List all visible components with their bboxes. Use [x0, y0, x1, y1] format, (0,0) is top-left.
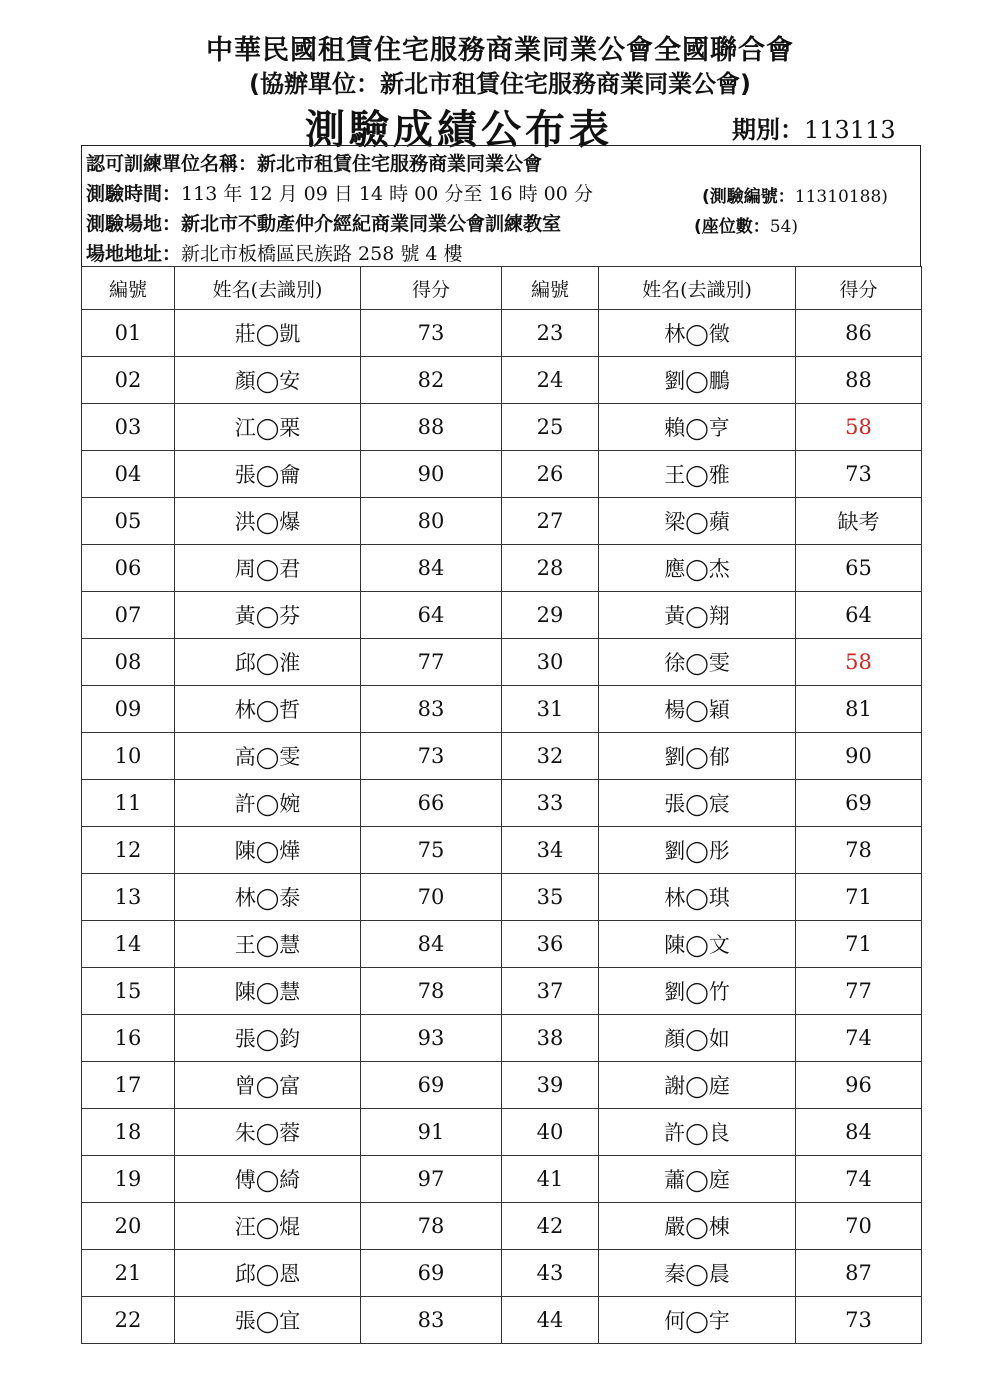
- table-row: [82, 780, 922, 827]
- exam-info-box: [81, 145, 921, 267]
- student-id: 30: [502, 639, 599, 686]
- student-name: 陳◯慧: [175, 968, 361, 1015]
- student-score: 70: [796, 1203, 922, 1250]
- student-id: 28: [502, 545, 599, 592]
- student-id: 23: [502, 310, 599, 357]
- student-score: 64: [361, 592, 502, 639]
- student-id: 17: [82, 1062, 175, 1109]
- student-score: 78: [361, 1203, 502, 1250]
- student-id: 19: [82, 1156, 175, 1203]
- student-id: 07: [82, 592, 175, 639]
- student-name: 邱◯淮: [175, 639, 361, 686]
- student-name: 林◯琪: [599, 874, 796, 921]
- table-row: [82, 827, 922, 874]
- table-row: [82, 1109, 922, 1156]
- student-id: 08: [82, 639, 175, 686]
- student-score: 71: [796, 921, 922, 968]
- period-value: 113113: [804, 116, 896, 144]
- table-row: [82, 404, 922, 451]
- table-header-row: [82, 267, 922, 310]
- student-id: 44: [502, 1297, 599, 1344]
- student-id: 25: [502, 404, 599, 451]
- exam-number: [702, 182, 888, 207]
- student-score: 90: [796, 733, 922, 780]
- student-score: 74: [796, 1156, 922, 1203]
- exam-venue-label: 測驗場地：: [86, 213, 182, 235]
- table-row: [82, 1203, 922, 1250]
- student-name: 蕭◯庭: [599, 1156, 796, 1203]
- table-row: [82, 451, 922, 498]
- student-id: 13: [82, 874, 175, 921]
- student-score: 88: [361, 404, 502, 451]
- period-label: 期別：: [732, 116, 804, 144]
- student-id: 01: [82, 310, 175, 357]
- student-id: 22: [82, 1297, 175, 1344]
- student-score: 69: [361, 1250, 502, 1297]
- student-name: 邱◯恩: [175, 1250, 361, 1297]
- student-name: 林◯哲: [175, 686, 361, 733]
- student-id: 11: [82, 780, 175, 827]
- student-name: 莊◯凱: [175, 310, 361, 357]
- student-name: 顏◯如: [599, 1015, 796, 1062]
- student-score: 58: [796, 639, 922, 686]
- student-score: 84: [796, 1109, 922, 1156]
- student-score: 83: [361, 1297, 502, 1344]
- student-score: 71: [796, 874, 922, 921]
- period: [732, 110, 896, 145]
- student-score: 80: [361, 498, 502, 545]
- student-id: 04: [82, 451, 175, 498]
- student-id: 35: [502, 874, 599, 921]
- exam-number-label: (測驗編號：: [702, 187, 795, 207]
- training-unit: [86, 149, 542, 176]
- exam-venue-value: 新北市不動產仲介經紀商業同業公會訓練教室: [181, 213, 562, 235]
- student-id: 36: [502, 921, 599, 968]
- table-row: [82, 1297, 922, 1344]
- student-id: 41: [502, 1156, 599, 1203]
- student-id: 42: [502, 1203, 599, 1250]
- student-name: 顏◯安: [175, 357, 361, 404]
- student-name: 張◯宸: [599, 780, 796, 827]
- student-score: 78: [796, 827, 922, 874]
- student-score: 73: [796, 451, 922, 498]
- student-name: 徐◯雯: [599, 639, 796, 686]
- student-score: 84: [361, 545, 502, 592]
- student-name: 張◯龠: [175, 451, 361, 498]
- student-score: 86: [796, 310, 922, 357]
- student-id: 20: [82, 1203, 175, 1250]
- table-row: [82, 733, 922, 780]
- page-title: 測驗成績公布表: [305, 107, 613, 153]
- student-score: 91: [361, 1109, 502, 1156]
- student-id: 43: [502, 1250, 599, 1297]
- student-score: 70: [361, 874, 502, 921]
- student-id: 38: [502, 1015, 599, 1062]
- table-row: [82, 921, 922, 968]
- student-name: 傅◯綺: [175, 1156, 361, 1203]
- table-row: [82, 498, 922, 545]
- table-row: [82, 1156, 922, 1203]
- student-id: 24: [502, 357, 599, 404]
- venue-address: [86, 239, 463, 266]
- student-id: 40: [502, 1109, 599, 1156]
- student-score: 缺考: [796, 498, 922, 545]
- col-name-header-2: 姓名(去識別): [599, 267, 796, 310]
- student-name: 陳◯燁: [175, 827, 361, 874]
- student-id: 34: [502, 827, 599, 874]
- col-id-header: 編號: [82, 267, 175, 310]
- student-name: 張◯鈞: [175, 1015, 361, 1062]
- seat-count: [694, 212, 798, 237]
- student-id: 27: [502, 498, 599, 545]
- col-score-header-2: 得分: [796, 267, 922, 310]
- student-name: 江◯栗: [175, 404, 361, 451]
- student-id: 32: [502, 733, 599, 780]
- exam-time: [86, 179, 593, 206]
- student-name: 楊◯穎: [599, 686, 796, 733]
- student-id: 16: [82, 1015, 175, 1062]
- organization-title: 中華民國租賃住宅服務商業同業公會全國聯合會: [206, 35, 794, 66]
- student-id: 26: [502, 451, 599, 498]
- table-row: [82, 310, 922, 357]
- seat-count-label: (座位數：: [694, 217, 770, 237]
- student-name: 嚴◯棟: [599, 1203, 796, 1250]
- table-row: [82, 1250, 922, 1297]
- student-id: 31: [502, 686, 599, 733]
- scores-table: [81, 266, 922, 1344]
- student-name: 秦◯晨: [599, 1250, 796, 1297]
- student-id: 15: [82, 968, 175, 1015]
- student-name: 洪◯爆: [175, 498, 361, 545]
- scores-body: [82, 310, 922, 1344]
- student-name: 王◯雅: [599, 451, 796, 498]
- student-name: 王◯慧: [175, 921, 361, 968]
- student-score: 65: [796, 545, 922, 592]
- table-row: [82, 968, 922, 1015]
- student-id: 33: [502, 780, 599, 827]
- student-name: 何◯宇: [599, 1297, 796, 1344]
- student-score: 66: [361, 780, 502, 827]
- student-score: 64: [796, 592, 922, 639]
- student-score: 82: [361, 357, 502, 404]
- student-score: 58: [796, 404, 922, 451]
- student-name: 劉◯郁: [599, 733, 796, 780]
- student-score: 83: [361, 686, 502, 733]
- student-score: 77: [361, 639, 502, 686]
- student-score: 73: [796, 1297, 922, 1344]
- exam-time-label: 測驗時間：: [86, 183, 182, 205]
- student-name: 梁◯蘋: [599, 498, 796, 545]
- student-name: 劉◯竹: [599, 968, 796, 1015]
- student-score: 73: [361, 310, 502, 357]
- student-id: 21: [82, 1250, 175, 1297]
- student-id: 02: [82, 357, 175, 404]
- training-unit-value: 新北市租賃住宅服務商業同業公會: [257, 153, 543, 175]
- student-score: 93: [361, 1015, 502, 1062]
- table-row: [82, 874, 922, 921]
- student-score: 73: [361, 733, 502, 780]
- student-id: 14: [82, 921, 175, 968]
- student-score: 84: [361, 921, 502, 968]
- table-row: [82, 1015, 922, 1062]
- student-name: 林◯徵: [599, 310, 796, 357]
- student-name: 黃◯芬: [175, 592, 361, 639]
- table-row: [82, 545, 922, 592]
- student-score: 97: [361, 1156, 502, 1203]
- student-name: 謝◯庭: [599, 1062, 796, 1109]
- venue-address-label: 場地地址：: [86, 243, 182, 265]
- co-organizer: (協辦單位：新北市租賃住宅服務商業同業公會): [249, 70, 751, 98]
- student-name: 許◯良: [599, 1109, 796, 1156]
- student-score: 90: [361, 451, 502, 498]
- student-name: 林◯泰: [175, 874, 361, 921]
- student-name: 朱◯蓉: [175, 1109, 361, 1156]
- student-id: 10: [82, 733, 175, 780]
- student-id: 12: [82, 827, 175, 874]
- student-name: 劉◯鵬: [599, 357, 796, 404]
- student-id: 05: [82, 498, 175, 545]
- student-name: 高◯雯: [175, 733, 361, 780]
- student-name: 曾◯富: [175, 1062, 361, 1109]
- student-id: 06: [82, 545, 175, 592]
- col-id-header-2: 編號: [502, 267, 599, 310]
- table-row: [82, 357, 922, 404]
- student-id: 09: [82, 686, 175, 733]
- student-score: 78: [361, 968, 502, 1015]
- student-score: 69: [361, 1062, 502, 1109]
- table-row: [82, 592, 922, 639]
- seat-count-value: 54): [769, 217, 799, 237]
- student-name: 劉◯彤: [599, 827, 796, 874]
- student-id: 39: [502, 1062, 599, 1109]
- student-score: 74: [796, 1015, 922, 1062]
- exam-time-value: 113 年 12 月 09 日 14 時 00 分至 16 時 00 分: [181, 183, 593, 205]
- student-score: 75: [361, 827, 502, 874]
- student-name: 汪◯焜: [175, 1203, 361, 1250]
- venue-address-value: 新北市板橋區民族路 258 號 4 樓: [181, 243, 463, 265]
- table-row: [82, 639, 922, 686]
- student-score: 77: [796, 968, 922, 1015]
- student-name: 周◯君: [175, 545, 361, 592]
- student-id: 03: [82, 404, 175, 451]
- student-name: 黃◯翔: [599, 592, 796, 639]
- student-id: 37: [502, 968, 599, 1015]
- exam-number-value: 11310188): [794, 187, 888, 207]
- student-score: 87: [796, 1250, 922, 1297]
- student-name: 許◯婉: [175, 780, 361, 827]
- table-row: [82, 1062, 922, 1109]
- student-name: 賴◯亨: [599, 404, 796, 451]
- student-score: 96: [796, 1062, 922, 1109]
- student-id: 29: [502, 592, 599, 639]
- student-score: 81: [796, 686, 922, 733]
- col-name-header: 姓名(去識別): [175, 267, 361, 310]
- col-score-header: 得分: [361, 267, 502, 310]
- table-row: [82, 686, 922, 733]
- student-name: 應◯杰: [599, 545, 796, 592]
- student-score: 69: [796, 780, 922, 827]
- training-unit-label: 認可訓練單位名稱：: [86, 153, 258, 175]
- exam-venue: [86, 209, 561, 236]
- student-score: 88: [796, 357, 922, 404]
- student-id: 18: [82, 1109, 175, 1156]
- student-name: 陳◯文: [599, 921, 796, 968]
- student-name: 張◯宜: [175, 1297, 361, 1344]
